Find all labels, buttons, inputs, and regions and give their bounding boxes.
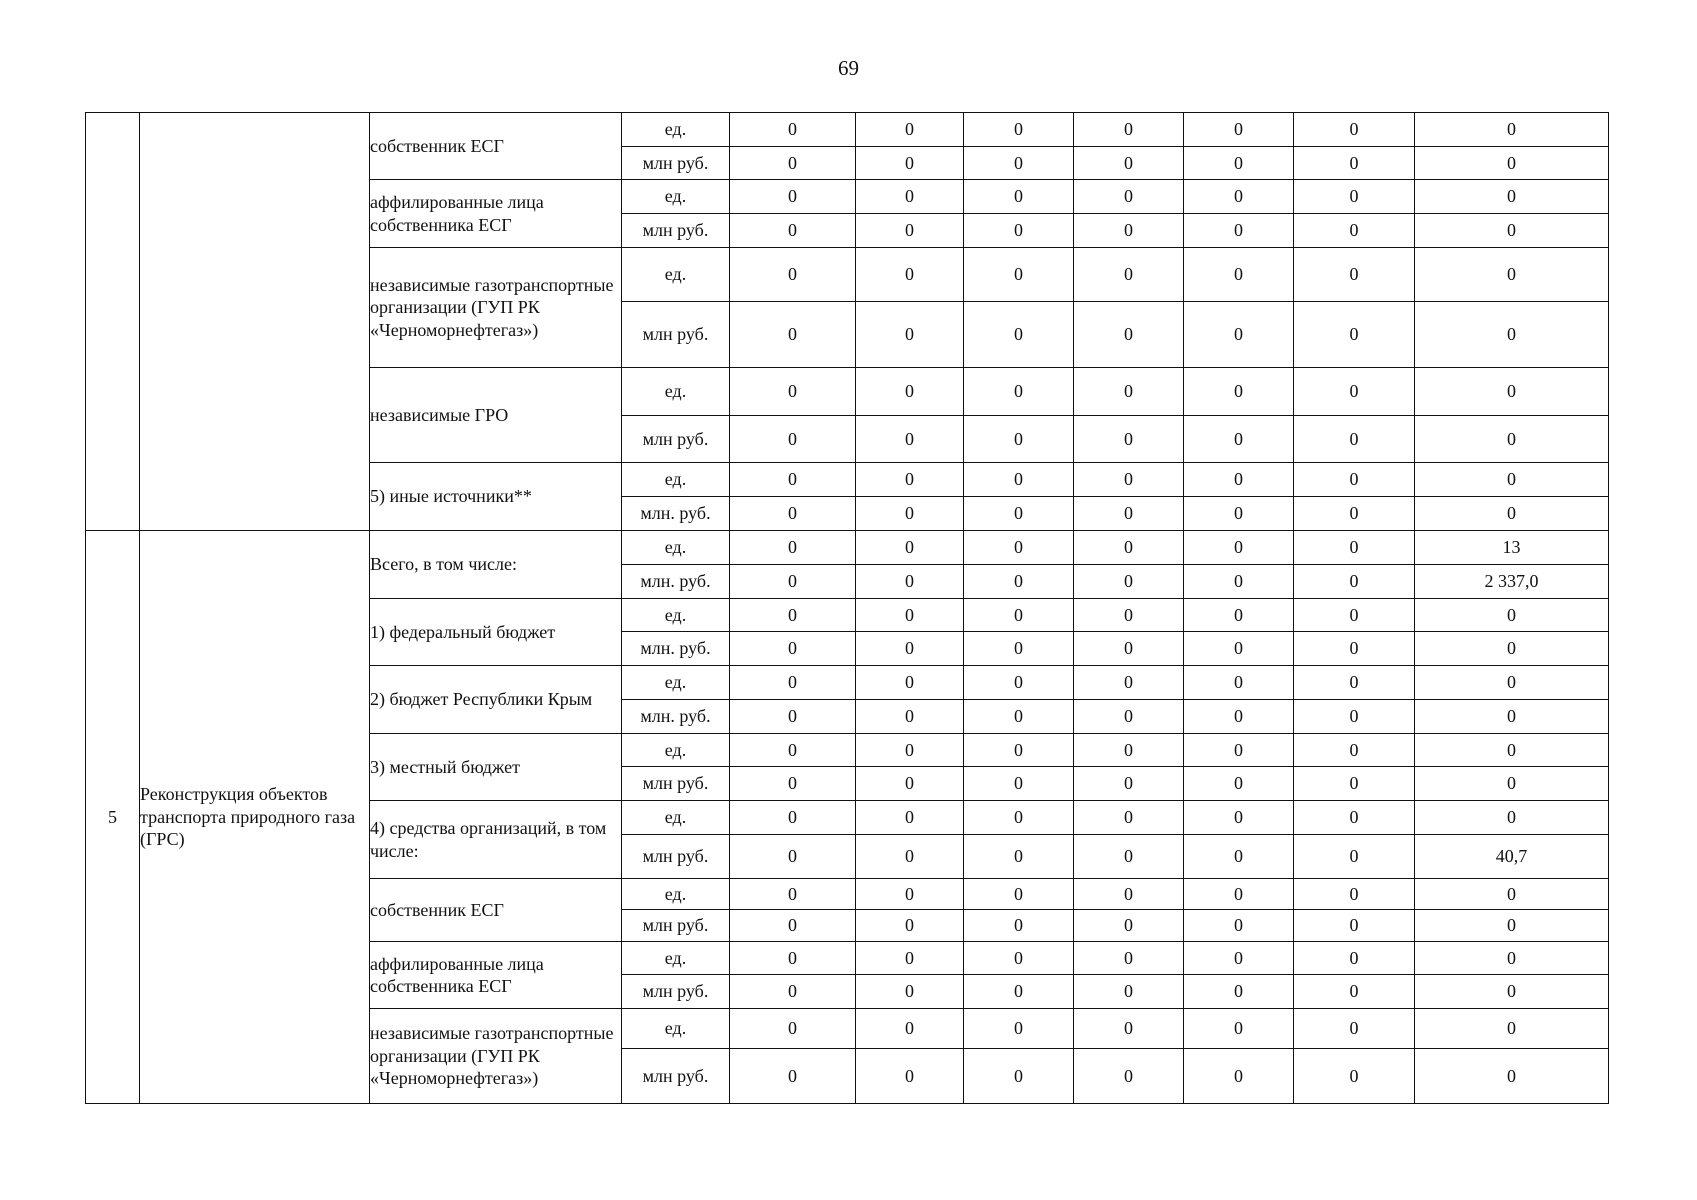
value-cell: 0 [964, 666, 1074, 700]
unit-cell: ед. [622, 531, 730, 565]
value-cell: 0 [1074, 565, 1184, 599]
unit-cell: ед. [622, 1009, 730, 1049]
value-cell: 0 [1074, 942, 1184, 975]
value-cell: 0 [1294, 368, 1415, 416]
value-cell: 0 [730, 666, 856, 700]
value-cell: 0 [1415, 1009, 1609, 1049]
value-cell: 0 [964, 1049, 1074, 1104]
value-cell: 0 [964, 497, 1074, 531]
value-cell: 0 [856, 1049, 964, 1104]
unit-cell: ед. [622, 599, 730, 632]
funding-source-cell: независимые ГРО [370, 368, 622, 463]
unit-cell: ед. [622, 463, 730, 497]
value-cell: 0 [1184, 1049, 1294, 1104]
value-cell: 0 [964, 975, 1074, 1009]
value-cell: 0 [1184, 531, 1294, 565]
value-cell: 0 [1415, 416, 1609, 463]
funding-source-cell: собственник ЕСГ [370, 879, 622, 942]
unit-cell: ед. [622, 113, 730, 147]
value-cell: 0 [1415, 734, 1609, 767]
value-cell: 0 [730, 497, 856, 531]
value-cell: 0 [964, 214, 1074, 248]
unit-cell: млн руб. [622, 767, 730, 801]
value-cell: 0 [1415, 368, 1609, 416]
value-cell: 0 [856, 801, 964, 835]
value-cell: 0 [856, 767, 964, 801]
value-cell: 0 [730, 734, 856, 767]
value-cell: 0 [856, 497, 964, 531]
value-cell: 0 [1184, 248, 1294, 302]
value-cell: 0 [1415, 1049, 1609, 1104]
value-cell: 0 [1184, 1009, 1294, 1049]
unit-cell: млн. руб. [622, 700, 730, 734]
value-cell: 0 [856, 147, 964, 180]
value-cell: 0 [856, 910, 964, 942]
value-cell: 0 [1184, 767, 1294, 801]
value-cell: 0 [856, 599, 964, 632]
value-cell: 0 [1294, 463, 1415, 497]
value-cell: 0 [730, 599, 856, 632]
value-cell: 0 [730, 302, 856, 368]
table-row [86, 531, 1609, 565]
value-cell: 0 [1074, 180, 1184, 214]
value-cell: 0 [1294, 214, 1415, 248]
value-cell: 0 [1074, 416, 1184, 463]
value-cell: 0 [730, 463, 856, 497]
value-cell: 0 [856, 879, 964, 910]
value-cell: 0 [964, 835, 1074, 879]
value-cell: 0 [1074, 632, 1184, 666]
value-cell: 0 [964, 734, 1074, 767]
value-cell: 0 [1184, 734, 1294, 767]
value-cell: 0 [1294, 113, 1415, 147]
value-cell: 0 [1184, 368, 1294, 416]
value-cell: 0 [1074, 531, 1184, 565]
value-cell: 0 [1294, 632, 1415, 666]
value-cell: 0 [1415, 302, 1609, 368]
unit-cell: млн руб. [622, 975, 730, 1009]
value-cell: 0 [1184, 565, 1294, 599]
value-cell: 40,7 [1415, 835, 1609, 879]
value-cell: 0 [1074, 497, 1184, 531]
unit-cell: млн. руб. [622, 632, 730, 666]
funding-source-cell: 3) местный бюджет [370, 734, 622, 801]
value-cell: 0 [1184, 180, 1294, 214]
value-cell: 0 [1074, 214, 1184, 248]
value-cell: 0 [730, 975, 856, 1009]
value-cell: 0 [856, 531, 964, 565]
value-cell: 0 [856, 942, 964, 975]
value-cell: 0 [856, 975, 964, 1009]
item-index-cell: 5 [86, 531, 140, 1104]
value-cell: 0 [1415, 180, 1609, 214]
page-number: 69 [838, 56, 859, 80]
value-cell: 0 [730, 1009, 856, 1049]
value-cell: 0 [1184, 666, 1294, 700]
funding-source-cell: аффилированные лица собственника ЕСГ [370, 180, 622, 248]
value-cell: 0 [964, 879, 1074, 910]
value-cell: 0 [856, 734, 964, 767]
value-cell: 0 [856, 666, 964, 700]
value-cell: 0 [1294, 302, 1415, 368]
value-cell: 0 [1415, 214, 1609, 248]
value-cell: 0 [1294, 180, 1415, 214]
value-cell: 0 [1184, 975, 1294, 1009]
value-cell: 0 [964, 368, 1074, 416]
unit-cell: млн руб. [622, 147, 730, 180]
funding-source-cell: Всего, в том числе: [370, 531, 622, 599]
value-cell: 0 [730, 700, 856, 734]
value-cell: 0 [1074, 666, 1184, 700]
value-cell: 0 [964, 632, 1074, 666]
value-cell: 0 [964, 416, 1074, 463]
unit-cell: млн. руб. [622, 565, 730, 599]
unit-cell: ед. [622, 879, 730, 910]
unit-cell: млн руб. [622, 1049, 730, 1104]
value-cell: 0 [856, 835, 964, 879]
value-cell: 0 [1294, 767, 1415, 801]
value-cell: 0 [1184, 302, 1294, 368]
value-cell: 0 [730, 835, 856, 879]
unit-cell: ед. [622, 801, 730, 835]
value-cell: 0 [1415, 632, 1609, 666]
value-cell: 0 [1294, 531, 1415, 565]
value-cell: 0 [730, 531, 856, 565]
value-cell: 0 [856, 302, 964, 368]
value-cell: 0 [1415, 113, 1609, 147]
unit-cell: млн. руб. [622, 497, 730, 531]
value-cell: 0 [1184, 214, 1294, 248]
value-cell: 0 [1184, 801, 1294, 835]
table-row [86, 113, 1609, 147]
value-cell: 2 337,0 [1415, 565, 1609, 599]
value-cell: 0 [1184, 599, 1294, 632]
value-cell: 0 [964, 463, 1074, 497]
value-cell: 0 [1294, 1049, 1415, 1104]
value-cell: 0 [1184, 416, 1294, 463]
value-cell: 0 [730, 180, 856, 214]
value-cell: 0 [730, 910, 856, 942]
value-cell: 0 [964, 147, 1074, 180]
value-cell: 0 [1074, 368, 1184, 416]
value-cell: 0 [1074, 302, 1184, 368]
value-cell: 0 [1294, 975, 1415, 1009]
value-cell: 0 [1074, 734, 1184, 767]
value-cell: 0 [1415, 879, 1609, 910]
value-cell: 0 [1074, 1009, 1184, 1049]
value-cell: 0 [730, 1049, 856, 1104]
value-cell: 0 [730, 147, 856, 180]
value-cell: 0 [1184, 632, 1294, 666]
value-cell: 0 [730, 113, 856, 147]
value-cell: 0 [964, 113, 1074, 147]
value-cell: 0 [1184, 879, 1294, 910]
value-cell: 0 [730, 248, 856, 302]
value-cell: 0 [1074, 835, 1184, 879]
value-cell: 0 [1415, 463, 1609, 497]
value-cell: 0 [730, 801, 856, 835]
funding-source-cell: независимые газотранспортные организации (ГУП РК «Черноморнефтегаз») [370, 1009, 622, 1104]
value-cell: 13 [1415, 531, 1609, 565]
unit-cell: ед. [622, 248, 730, 302]
value-cell: 0 [1415, 700, 1609, 734]
funding-source-cell: аффилированные лица собственника ЕСГ [370, 942, 622, 1009]
value-cell: 0 [730, 767, 856, 801]
funding-source-cell: 1) федеральный бюджет [370, 599, 622, 666]
value-cell: 0 [1074, 879, 1184, 910]
value-cell: 0 [1074, 975, 1184, 1009]
value-cell: 0 [1074, 248, 1184, 302]
value-cell: 0 [1184, 835, 1294, 879]
value-cell: 0 [1074, 463, 1184, 497]
unit-cell: ед. [622, 734, 730, 767]
value-cell: 0 [730, 368, 856, 416]
object-name-cell [140, 113, 370, 531]
value-cell: 0 [1415, 910, 1609, 942]
value-cell: 0 [730, 879, 856, 910]
value-cell: 0 [1294, 565, 1415, 599]
funding-source-cell: независимые газотранспортные организации (ГУП РК «Черноморнефтегаз») [370, 248, 622, 368]
table-body [86, 113, 1609, 1104]
unit-cell: млн руб. [622, 302, 730, 368]
object-name-cell: Реконструкция объектов транспорта природного газа (ГРС) [140, 531, 370, 1104]
value-cell: 0 [856, 632, 964, 666]
value-cell: 0 [730, 942, 856, 975]
value-cell: 0 [1294, 416, 1415, 463]
unit-cell: млн руб. [622, 910, 730, 942]
value-cell: 0 [964, 1009, 1074, 1049]
value-cell: 0 [964, 599, 1074, 632]
value-cell: 0 [856, 368, 964, 416]
value-cell: 0 [1294, 801, 1415, 835]
value-cell: 0 [1294, 835, 1415, 879]
value-cell: 0 [1184, 463, 1294, 497]
value-cell: 0 [1415, 497, 1609, 531]
value-cell: 0 [964, 801, 1074, 835]
value-cell: 0 [1074, 700, 1184, 734]
value-cell: 0 [1074, 767, 1184, 801]
value-cell: 0 [1184, 942, 1294, 975]
unit-cell: ед. [622, 180, 730, 214]
value-cell: 0 [1415, 975, 1609, 1009]
value-cell: 0 [964, 531, 1074, 565]
value-cell: 0 [1415, 147, 1609, 180]
funding-source-cell: 5) иные источники** [370, 463, 622, 531]
value-cell: 0 [964, 302, 1074, 368]
value-cell: 0 [1294, 248, 1415, 302]
value-cell: 0 [1294, 497, 1415, 531]
value-cell: 0 [964, 565, 1074, 599]
value-cell: 0 [1415, 767, 1609, 801]
value-cell: 0 [1294, 879, 1415, 910]
value-cell: 0 [1184, 497, 1294, 531]
value-cell: 0 [1074, 599, 1184, 632]
funding-source-cell: 4) средства организаций, в том числе: [370, 801, 622, 879]
value-cell: 0 [1184, 113, 1294, 147]
unit-cell: ед. [622, 666, 730, 700]
value-cell: 0 [730, 565, 856, 599]
financing-table [85, 112, 1609, 1104]
value-cell: 0 [1294, 910, 1415, 942]
value-cell: 0 [856, 700, 964, 734]
value-cell: 0 [856, 463, 964, 497]
value-cell: 0 [1415, 942, 1609, 975]
value-cell: 0 [1074, 147, 1184, 180]
value-cell: 0 [1294, 1009, 1415, 1049]
value-cell: 0 [1415, 248, 1609, 302]
item-index-cell [86, 113, 140, 531]
value-cell: 0 [1184, 147, 1294, 180]
value-cell: 0 [856, 248, 964, 302]
value-cell: 0 [1294, 734, 1415, 767]
value-cell: 0 [856, 416, 964, 463]
unit-cell: млн руб. [622, 416, 730, 463]
value-cell: 0 [856, 214, 964, 248]
value-cell: 0 [964, 767, 1074, 801]
value-cell: 0 [730, 632, 856, 666]
value-cell: 0 [1415, 666, 1609, 700]
value-cell: 0 [964, 180, 1074, 214]
unit-cell: ед. [622, 942, 730, 975]
value-cell: 0 [964, 248, 1074, 302]
value-cell: 0 [1294, 599, 1415, 632]
value-cell: 0 [1294, 147, 1415, 180]
funding-source-cell: собственник ЕСГ [370, 113, 622, 180]
value-cell: 0 [964, 942, 1074, 975]
value-cell: 0 [856, 565, 964, 599]
value-cell: 0 [730, 214, 856, 248]
value-cell: 0 [1294, 942, 1415, 975]
value-cell: 0 [1415, 599, 1609, 632]
value-cell: 0 [1184, 700, 1294, 734]
value-cell: 0 [856, 1009, 964, 1049]
value-cell: 0 [730, 416, 856, 463]
value-cell: 0 [1294, 700, 1415, 734]
value-cell: 0 [1074, 1049, 1184, 1104]
value-cell: 0 [1074, 801, 1184, 835]
value-cell: 0 [856, 180, 964, 214]
value-cell: 0 [1294, 666, 1415, 700]
value-cell: 0 [1415, 801, 1609, 835]
unit-cell: млн руб. [622, 214, 730, 248]
value-cell: 0 [964, 910, 1074, 942]
value-cell: 0 [1184, 910, 1294, 942]
value-cell: 0 [856, 113, 964, 147]
value-cell: 0 [1074, 113, 1184, 147]
unit-cell: млн руб. [622, 835, 730, 879]
funding-source-cell: 2) бюджет Республики Крым [370, 666, 622, 734]
value-cell: 0 [1074, 910, 1184, 942]
value-cell: 0 [964, 700, 1074, 734]
unit-cell: ед. [622, 368, 730, 416]
